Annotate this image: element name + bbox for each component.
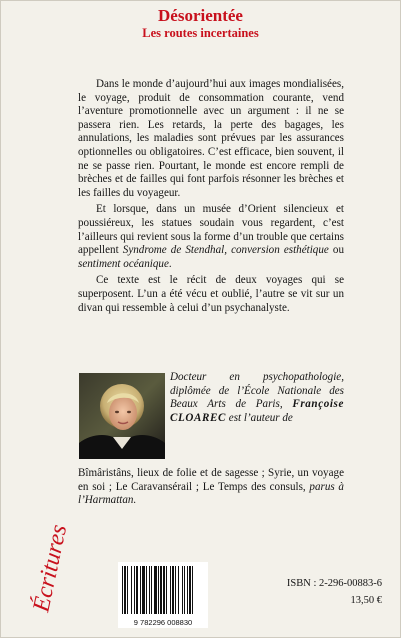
author-portrait-image [79, 373, 165, 459]
barcode-bar [170, 566, 171, 614]
barcode-icon [118, 562, 208, 628]
barcode-bar [166, 566, 167, 614]
blurb-p2-italic-1: Syndrome de Stendhal, conversion esthétique [122, 244, 329, 257]
blurb-paragraph-2 [78, 203, 344, 271]
works-list: Bîmâristâns, lieux de folie et de sagesse ; Syrie, un voyage en soi ; Le Caravansérail ; Le Temps des consuls, [78, 467, 344, 493]
barcode-bar [122, 566, 123, 614]
isbn: ISBN : 2-296-00883-6 [286, 578, 382, 589]
barcode-bar [163, 566, 165, 614]
barcode-bar [184, 566, 185, 614]
author-name: Françoise CLOAREC [170, 398, 344, 424]
blurb [78, 78, 344, 318]
book-subtitle: Les routes incertaines [142, 26, 259, 40]
publisher-note: parus à l’Harmattan. [78, 480, 344, 507]
barcode-bar [187, 566, 188, 614]
barcode-bar [134, 566, 135, 614]
barcode-bar [175, 566, 176, 614]
author-photo [79, 373, 165, 459]
author-works [78, 467, 344, 508]
blurb-p2-text: Et lorsque, dans un musée d’Orient silencieux et poussiéreux, les statues soudain vous regardent, c’est l’ailleurs qui revient sous la forme d’un trouble que certains appellent [78, 203, 344, 257]
barcode-bar [127, 566, 128, 614]
barcode-bar [192, 566, 193, 614]
author-bio [170, 371, 344, 425]
book-title: Désorientée [158, 6, 243, 25]
blurb-paragraph-3: Ce texte est le récit de deux voyages qui se superposent. L’un a été vécu et oublié, l’autre se vit sur un divan qui ressemble à celui d’un psychanalyste. [78, 274, 344, 314]
ecritures-logo-icon [18, 505, 73, 615]
barcode-bar [131, 566, 132, 614]
barcode-bar [158, 566, 159, 614]
collection-logo [18, 505, 73, 615]
blurb-paragraph-1: Dans le monde d’aujourd’hui aux images mondialisées, le voyage, produit de consommation courante, vend l’aventure promotionnelle avec un argument : il ne se passera rien. Les retards, la perte des bagages, les annulations, les maladies sont prévues par les assurances optionnelles ou obligatoires. C’est efficace, bien souvent, il ne se passe rien. Pourtant, le monde est encore rempli de brèches et de failles qui font parfois résonner les brèches et les failles du voyageur. [78, 78, 344, 199]
barcode-bar [124, 566, 126, 614]
bio-connector: est l’auteur de [226, 411, 293, 424]
collection-logo-text: Écritures [28, 522, 73, 615]
barcode-number: 9 782296 008830 [133, 618, 193, 627]
barcode-bar [142, 566, 145, 614]
blurb-p2-italic-2: sentiment océanique [78, 257, 169, 270]
barcode-bar [149, 566, 150, 614]
barcode-bar [189, 566, 191, 614]
barcode-bar [154, 566, 157, 614]
barcode-bar [172, 566, 174, 614]
blurb-p2-connector: ou [328, 244, 344, 257]
barcode-bar [146, 566, 147, 614]
barcode-bar [178, 566, 179, 614]
price: 13,50 € [350, 595, 382, 606]
barcode-bar [182, 566, 183, 614]
barcode-bar [136, 566, 138, 614]
barcode [118, 562, 208, 628]
barcode-bar [151, 566, 152, 614]
barcode-bar [140, 566, 141, 614]
blurb-p2-end: . [168, 257, 172, 270]
bio-credentials: Docteur en psychopathologie, diplômée de l’École Nationale des Beaux Arts de Paris, [170, 371, 344, 411]
barcode-bar [160, 566, 162, 614]
